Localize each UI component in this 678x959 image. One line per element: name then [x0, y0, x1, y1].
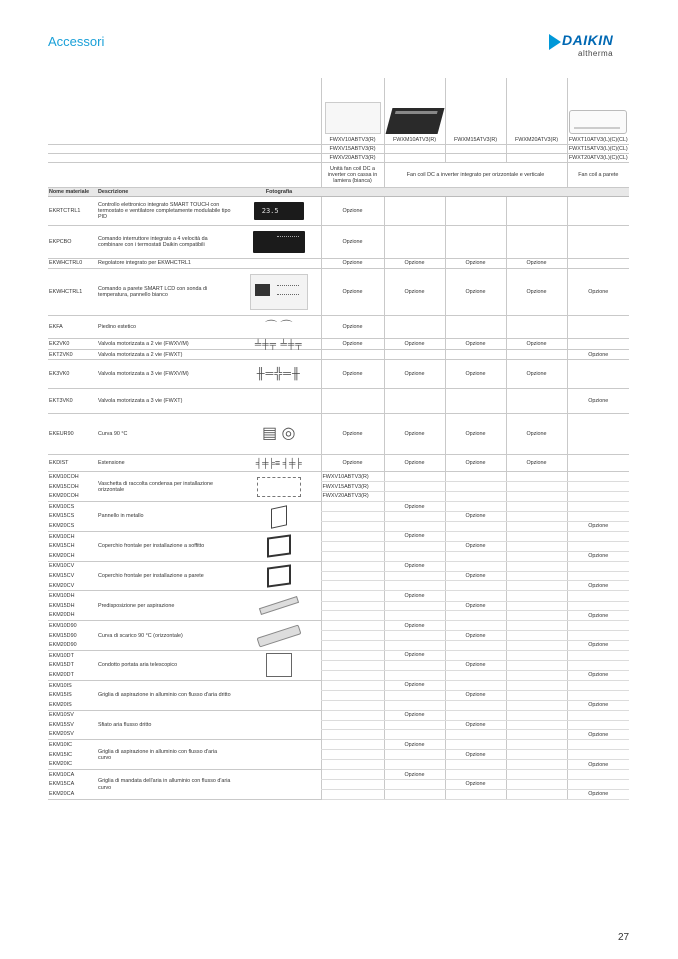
- option-label: Opzione: [404, 460, 425, 467]
- telescopic-duct-image: [266, 653, 292, 677]
- option-label: Opzione: [465, 288, 486, 295]
- model-label: FWXV10ABTV3(R): [329, 136, 376, 143]
- option-label: Opzione: [465, 572, 486, 579]
- table-row: [48, 710, 629, 720]
- material-code: EKM15COH: [49, 483, 79, 490]
- option-label: Opzione: [404, 682, 425, 689]
- material-code: EKM10CV: [49, 563, 75, 570]
- option-label: Opzione: [404, 592, 425, 599]
- model-label: FWXV20ABTV3(R): [322, 493, 369, 500]
- table-row: [48, 770, 629, 780]
- table-row: [48, 269, 629, 316]
- option-label: Opzione: [526, 260, 547, 267]
- option-label: Opzione: [588, 582, 609, 589]
- option-label: Opzione: [465, 602, 486, 609]
- option-label: Opzione: [465, 662, 486, 669]
- table-row: [48, 350, 629, 360]
- option-label: Opzione: [404, 260, 425, 267]
- table-row: [48, 502, 629, 512]
- table-row: [48, 561, 629, 571]
- col-header-code: Nome materiale: [49, 188, 90, 195]
- product-type-label: Fan coil a parete: [578, 171, 619, 178]
- material-description: Vaschetta di raccolta condensa per installazione orizzontale: [98, 480, 213, 493]
- table-row: [48, 680, 629, 690]
- material-description: Predisposizione per aspirazione: [98, 602, 175, 609]
- option-label: Opzione: [404, 533, 425, 540]
- option-label: Opzione: [342, 371, 363, 378]
- material-description: Comando interruttore integrato a 4 velocità da combinare con i termostati Daikin compatibili: [98, 235, 208, 248]
- material-code: EKM15CH: [49, 543, 75, 550]
- material-code: EKM15CV: [49, 572, 75, 579]
- suction-adapter-image: [259, 596, 299, 615]
- product-type-label: Fan coil DC a inverter integrato per orizzontale e verticale: [406, 171, 545, 178]
- material-description: Controllo elettronico integrato SMART TOUCH con termostato e ventilatore completamente modulabile tipo PID: [98, 201, 231, 221]
- table-row: [48, 531, 629, 541]
- material-description: Griglia di aspirazione in alluminio con flusso d'aria curvo: [98, 748, 218, 761]
- option-label: Opzione: [526, 288, 547, 295]
- material-code: EKM10CA: [49, 771, 75, 778]
- front-cover-image: [267, 564, 291, 587]
- material-code: EKM10IC: [49, 742, 73, 749]
- material-code: EKM20CV: [49, 582, 75, 589]
- curve-90-image: ▤ ◎: [261, 425, 296, 443]
- table-row: [48, 455, 629, 472]
- material-description: Curva 90 °C: [98, 431, 128, 438]
- model-label: FWXV20ABTV3(R): [329, 154, 376, 161]
- option-label: Opzione: [342, 260, 363, 267]
- material-code: EK2VK0: [49, 341, 70, 348]
- option-label: Opzione: [404, 652, 425, 659]
- material-code: EKM20DT: [49, 671, 74, 678]
- option-label: Opzione: [342, 323, 363, 330]
- option-label: Opzione: [526, 460, 547, 467]
- option-label: Opzione: [342, 460, 363, 467]
- material-code: EK3VK0: [49, 371, 70, 378]
- col-header-description: Descrizione: [98, 188, 129, 195]
- wall-lcd-controller-image: [250, 274, 308, 310]
- material-code: EKM10SV: [49, 712, 74, 719]
- material-code: EKM10IS: [49, 682, 72, 689]
- table-row: [48, 226, 629, 259]
- material-code: EKT3VK0: [49, 398, 73, 405]
- material-description: Valvola motorizzata a 2 vie (FWXV/M): [98, 341, 189, 348]
- option-label: Opzione: [404, 741, 425, 748]
- smart-touch-controller-image: [254, 202, 304, 220]
- material-code: EKM20D90: [49, 642, 77, 649]
- material-code: EKM10COH: [49, 474, 79, 481]
- option-label: Opzione: [588, 761, 609, 768]
- material-code: EKM15CS: [49, 513, 75, 520]
- option-label: Opzione: [404, 371, 425, 378]
- material-code: EKM10DT: [49, 652, 74, 659]
- option-label: Opzione: [588, 672, 609, 679]
- option-label: Opzione: [465, 513, 486, 520]
- material-code: EKM15DH: [49, 602, 75, 609]
- material-code: EKWHCTRL1: [49, 288, 83, 295]
- material-code: EKM20IS: [49, 701, 72, 708]
- material-code: EKM15DT: [49, 662, 74, 669]
- option-label: Opzione: [588, 553, 609, 560]
- product-type-label: Unità fan coil DC a inverter con cassa in lamiera (bianca): [327, 165, 378, 185]
- model-label: FWXV15ABTV3(R): [329, 145, 376, 152]
- option-label: Opzione: [588, 701, 609, 708]
- page-title: Accessori: [48, 34, 105, 49]
- material-code: EKEUR90: [49, 431, 74, 438]
- material-description: Curva di scarico 90 °C (orizzontale): [98, 632, 183, 639]
- option-label: Opzione: [342, 431, 363, 438]
- valve-2-way-image: ╧╪╤ ╧╪╤: [254, 339, 303, 349]
- material-code: EKM20CH: [49, 552, 75, 559]
- material-code: EKM20CA: [49, 791, 75, 798]
- option-label: Opzione: [404, 771, 425, 778]
- brand-subname: altherma: [578, 49, 614, 58]
- material-description: Coperchio frontale per installazione a soffitto: [98, 543, 205, 550]
- material-code: EKM15IS: [49, 692, 72, 699]
- option-label: Opzione: [465, 460, 486, 467]
- material-description: Regolatore integrato per EKWHCTRL1: [98, 260, 191, 267]
- unit-concealed-image: [385, 108, 444, 134]
- model-label: FWXM10ATV3(R): [393, 136, 437, 143]
- material-code: EKFA: [49, 323, 63, 330]
- table-row: [48, 651, 629, 661]
- table-row: [48, 472, 629, 482]
- table-row: [48, 621, 629, 631]
- table-row: [48, 740, 629, 750]
- table-row: [48, 389, 629, 414]
- option-label: Opzione: [465, 431, 486, 438]
- material-code: EKM10D90: [49, 622, 77, 629]
- material-description: Coperchio frontale per installazione a parete: [98, 572, 204, 579]
- feet-image: ⌒ ⌒: [265, 319, 293, 334]
- model-label: FWXT10ATV3(L)(C)(CL): [568, 136, 628, 143]
- material-code: EKPCBO: [49, 238, 72, 245]
- option-label: Opzione: [404, 563, 425, 570]
- option-label: Opzione: [465, 632, 486, 639]
- option-label: Opzione: [342, 288, 363, 295]
- material-code: EKM20CS: [49, 523, 75, 529]
- table-row: [48, 316, 629, 339]
- model-label: FWXM15ATV3(R): [454, 136, 498, 143]
- material-description: Griglia di aspirazione in alluminio con flusso d'aria dritto: [98, 692, 231, 699]
- material-code: EKM15CA: [49, 781, 75, 788]
- option-label: Opzione: [465, 721, 486, 728]
- material-code: EKT2VK0: [49, 351, 73, 358]
- material-code: EKM20COH: [49, 493, 79, 500]
- option-label: Opzione: [465, 751, 486, 758]
- model-label: FWXV15ABTV3(R): [322, 483, 369, 490]
- unit-wall-mounted-image: [569, 110, 627, 134]
- model-label: FWXT20ATV3(L)(C)(CL): [568, 154, 628, 161]
- option-label: Opzione: [465, 692, 486, 699]
- option-label: Opzione: [588, 642, 609, 649]
- table-row: [48, 360, 629, 389]
- material-code: EKM20IC: [49, 761, 73, 768]
- extension-image: ╡╪╞≡ ╡╪╞: [255, 458, 302, 469]
- lcd-readout: 23.5: [261, 207, 279, 215]
- page-number: 27: [618, 932, 630, 943]
- material-description: Valvola motorizzata a 2 vie (FWXT): [98, 351, 183, 358]
- option-label: Opzione: [404, 431, 425, 438]
- col-header-photo: Fotografia: [265, 188, 293, 195]
- material-description: Griglia di mandata dell'aria in alluminio con flusso d'aria curvo: [98, 778, 231, 791]
- option-label: Opzione: [404, 622, 425, 629]
- option-label: Opzione: [588, 288, 609, 295]
- material-code: EKM20DH: [49, 612, 75, 619]
- model-label: FWXV10ABTV3(R): [322, 473, 369, 480]
- table-row: [48, 591, 629, 601]
- option-label: Opzione: [342, 238, 363, 245]
- material-description: Comando a parete SMART LCD con sonda di temperatura, pannello bianco: [98, 285, 208, 298]
- option-label: Opzione: [588, 612, 609, 619]
- daikin-logo: [549, 32, 631, 62]
- accessories-table: [48, 78, 629, 800]
- daikin-logo-icon: [549, 34, 561, 50]
- brand-name: DAIKIN: [562, 32, 614, 48]
- model-label: FWXT15ATV3(L)(C)(CL): [568, 145, 628, 152]
- material-code: EKM20SV: [49, 731, 74, 738]
- material-code: EKM10CS: [49, 503, 75, 510]
- option-label: Opzione: [526, 371, 547, 378]
- material-code: EKWHCTRL0: [49, 260, 83, 267]
- option-label: Opzione: [526, 341, 547, 348]
- material-description: Valvola motorizzata a 3 vie (FWXV/M): [98, 371, 189, 378]
- table-row: [48, 339, 629, 350]
- valve-3-way-image: ╫═╬═╫: [256, 368, 301, 381]
- option-label: Opzione: [404, 341, 425, 348]
- option-label: Opzione: [526, 431, 547, 438]
- option-label: Opzione: [342, 207, 363, 214]
- material-description: Valvola motorizzata a 3 vie (FWXT): [98, 398, 183, 405]
- option-label: Opzione: [588, 398, 609, 405]
- material-code: EKM15SV: [49, 721, 74, 728]
- condensate-tray-image: [257, 477, 301, 497]
- option-label: Opzione: [404, 712, 425, 719]
- option-label: Opzione: [588, 351, 609, 358]
- option-label: Opzione: [342, 341, 363, 348]
- accessories-table-wrapper: [48, 78, 629, 800]
- material-code: EKM10DH: [49, 593, 75, 600]
- option-label: Opzione: [588, 523, 609, 530]
- table-row: [48, 197, 629, 226]
- option-label: Opzione: [588, 791, 609, 798]
- switch-controller-image: [253, 231, 305, 253]
- option-label: Opzione: [465, 260, 486, 267]
- material-description: Sfiato aria flusso dritto: [98, 721, 152, 728]
- discharge-curve-image: [256, 624, 301, 647]
- metal-panel-image: [271, 505, 287, 528]
- material-code: EKM15IC: [49, 751, 73, 758]
- option-label: Opzione: [465, 341, 486, 348]
- model-label: FWXM20ATV3(R): [515, 136, 559, 143]
- material-description: Condotto portata aria telescopico: [98, 662, 178, 669]
- material-description: Estensione: [98, 460, 125, 467]
- material-code: EKM15D90: [49, 632, 77, 639]
- material-description: Pannello in metallo: [98, 513, 144, 520]
- table-row: [48, 414, 629, 455]
- option-label: Opzione: [465, 543, 486, 550]
- material-code: EKRTCTRL1: [49, 207, 81, 214]
- material-description: Piedino estetico: [98, 323, 137, 330]
- front-cover-image: [267, 535, 291, 558]
- table-row: [48, 259, 629, 269]
- unit-white-cabinet-image: [325, 102, 381, 134]
- option-label: Opzione: [588, 731, 609, 738]
- option-label: Opzione: [404, 503, 425, 510]
- material-code: EKDIST: [49, 460, 69, 467]
- material-code: EKM10CH: [49, 533, 75, 540]
- option-label: Opzione: [465, 371, 486, 378]
- option-label: Opzione: [404, 288, 425, 295]
- option-label: Opzione: [465, 781, 486, 788]
